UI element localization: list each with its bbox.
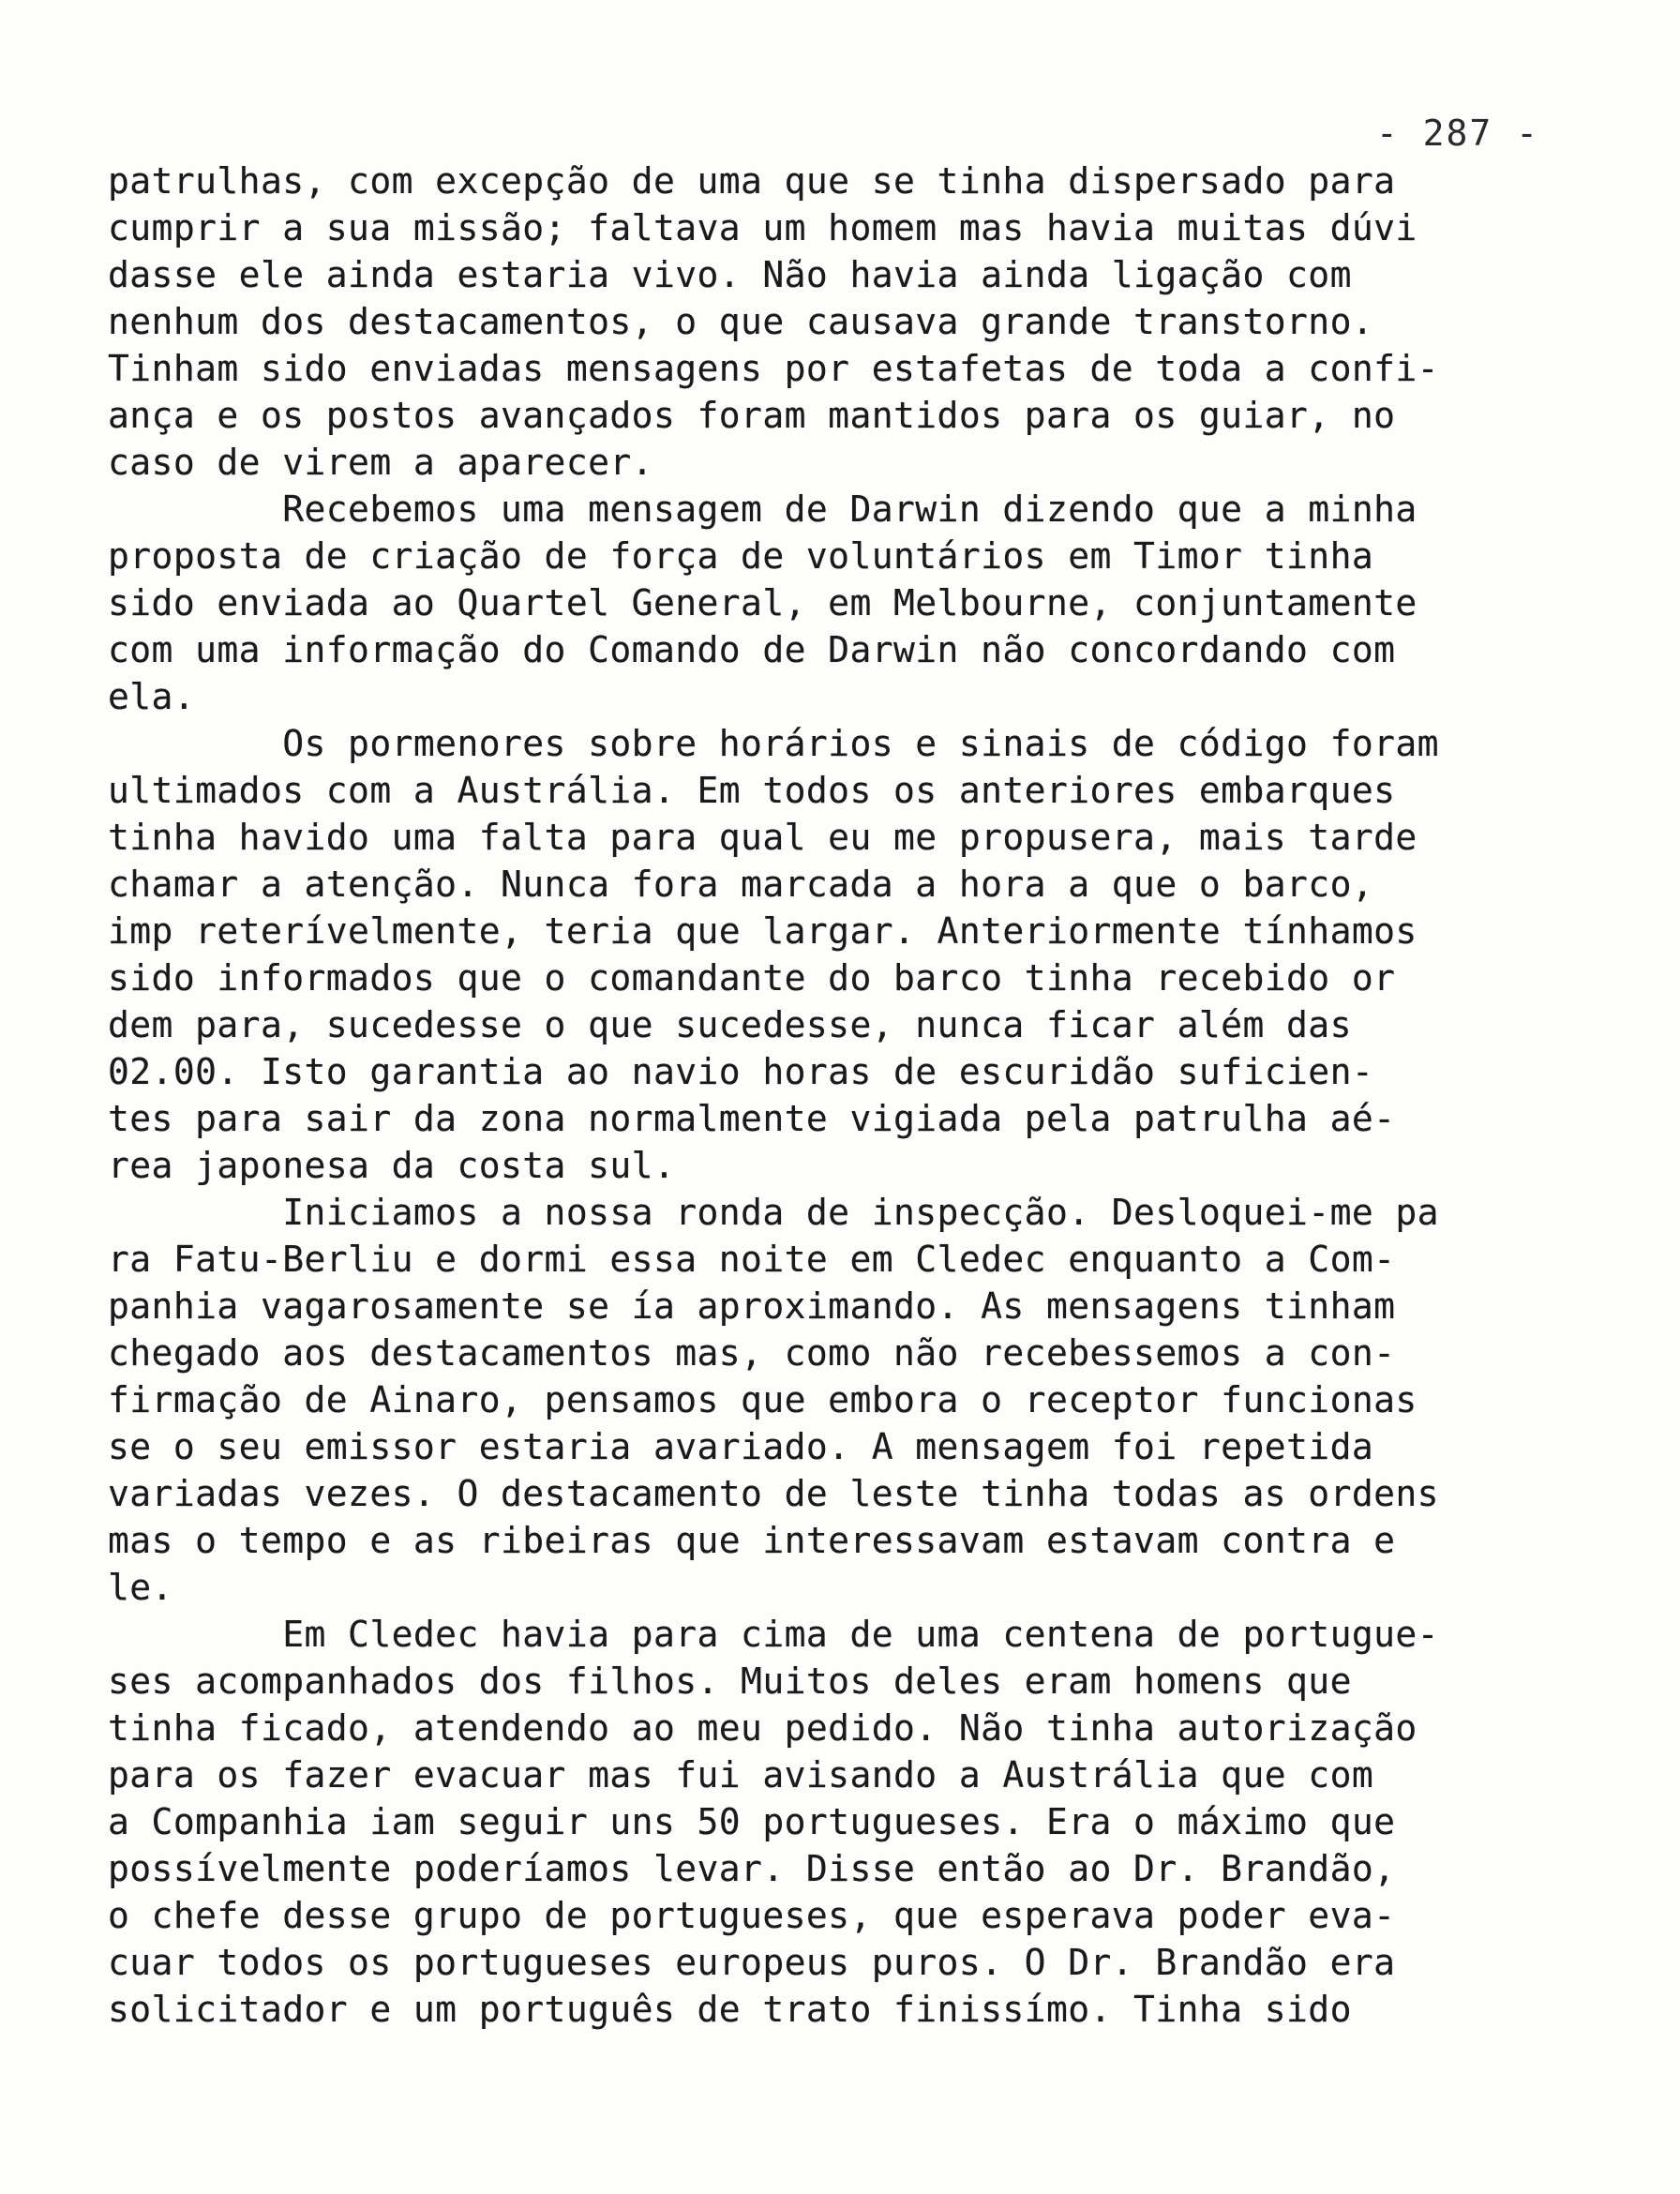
text-line: para os fazer evacuar mas fui avisando a Austrália que com	[108, 1754, 1374, 1796]
text-line: dem para, sucedesse o que sucedesse, nunca ficar além das	[108, 1004, 1352, 1045]
text-line: cumprir a sua missão; faltava um homem mas havia muitas dúvi	[108, 207, 1418, 248]
text-line: 02.00. Isto garantia ao navio horas de escuridão suficien-	[108, 1051, 1374, 1092]
text-line: ultimados com a Austrália. Em todos os anteriores embarques	[108, 770, 1396, 811]
text-line: tinha havido uma falta para qual eu me propusera, mais tarde	[108, 817, 1418, 858]
text-line: imp reterívelmente, teria que largar. Anteriormente tínhamos	[108, 910, 1418, 952]
text-line: com uma informação do Comando de Darwin não concordando com	[108, 629, 1396, 670]
text-line: Tinham sido enviadas mensagens por estafetas de toda a confi-	[108, 348, 1439, 389]
text-line: patrulhas, com excepção de uma que se tinha dispersado para	[108, 160, 1396, 202]
text-line: sido informados que o comandante do barco tinha recebido or	[108, 957, 1396, 999]
text-line: le.	[108, 1567, 173, 1608]
text-line: o chefe desse grupo de portugueses, que esperava poder eva-	[108, 1895, 1396, 1936]
text-line: ses acompanhados dos filhos. Muitos deles eram homens que	[108, 1661, 1352, 1702]
text-line: variadas vezes. O destacamento de leste tinha todas as ordens	[108, 1473, 1439, 1514]
text-line: Recebemos uma mensagem de Darwin dizendo que a minha	[108, 488, 1418, 530]
text-line: mas o tempo e as ribeiras que interessavam estavam contra e	[108, 1520, 1396, 1561]
text-line: ança e os postos avançados foram mantidos para os guiar, no	[108, 395, 1396, 436]
text-line: panhia vagarosamente se ía aproximando. As mensagens tinham	[108, 1285, 1396, 1327]
text-line: Os pormenores sobre horários e sinais de código foram	[108, 723, 1439, 764]
text-line: ela.	[108, 676, 196, 717]
text-line: cuar todos os portugueses europeus puros. O Dr. Brandão era	[108, 1942, 1396, 1983]
text-line: dasse ele ainda estaria vivo. Não havia ainda ligação com	[108, 254, 1352, 295]
text-line: proposta de criação de força de voluntários em Timor tinha	[108, 535, 1374, 577]
text-line: sido enviada ao Quartel General, em Melbourne, conjuntamente	[108, 582, 1418, 624]
text-line: caso de virem a aparecer.	[108, 442, 653, 483]
text-line: firmação de Ainaro, pensamos que embora o receptor funcionas	[108, 1379, 1418, 1420]
text-line: tes para sair da zona normalmente vigiada pela patrulha aé-	[108, 1098, 1396, 1139]
text-line: chegado aos destacamentos mas, como não recebessemos a con-	[108, 1332, 1396, 1374]
text-line: possívelmente poderíamos levar. Disse então ao Dr. Brandão,	[108, 1848, 1396, 1889]
text-line: solicitador e um português de trato finissímo. Tinha sido	[108, 1989, 1352, 2030]
text-line: a Companhia iam seguir uns 50 portugueses. Era o máximo que	[108, 1801, 1396, 1842]
text-line: ra Fatu-Berliu e dormi essa noite em Cledec enquanto a Com-	[108, 1239, 1396, 1280]
text-line: chamar a atenção. Nunca fora marcada a hora a que o barco,	[108, 864, 1374, 905]
text-line: Em Cledec havia para cima de uma centena de portugue-	[108, 1614, 1439, 1655]
text-line: nenhum dos destacamentos, o que causava grande transtorno.	[108, 301, 1374, 342]
page-number: - 287 -	[1375, 113, 1539, 154]
text-line: tinha ficado, atendendo ao meu pedido. Não tinha autorização	[108, 1707, 1418, 1749]
body-text	[108, 158, 1523, 2033]
text-line: Iniciamos a nossa ronda de inspecção. Desloquei-me pa	[108, 1192, 1439, 1233]
text-line: rea japonesa da costa sul.	[108, 1145, 676, 1186]
text-line: se o seu emissor estaria avariado. A mensagem foi repetida	[108, 1426, 1374, 1467]
